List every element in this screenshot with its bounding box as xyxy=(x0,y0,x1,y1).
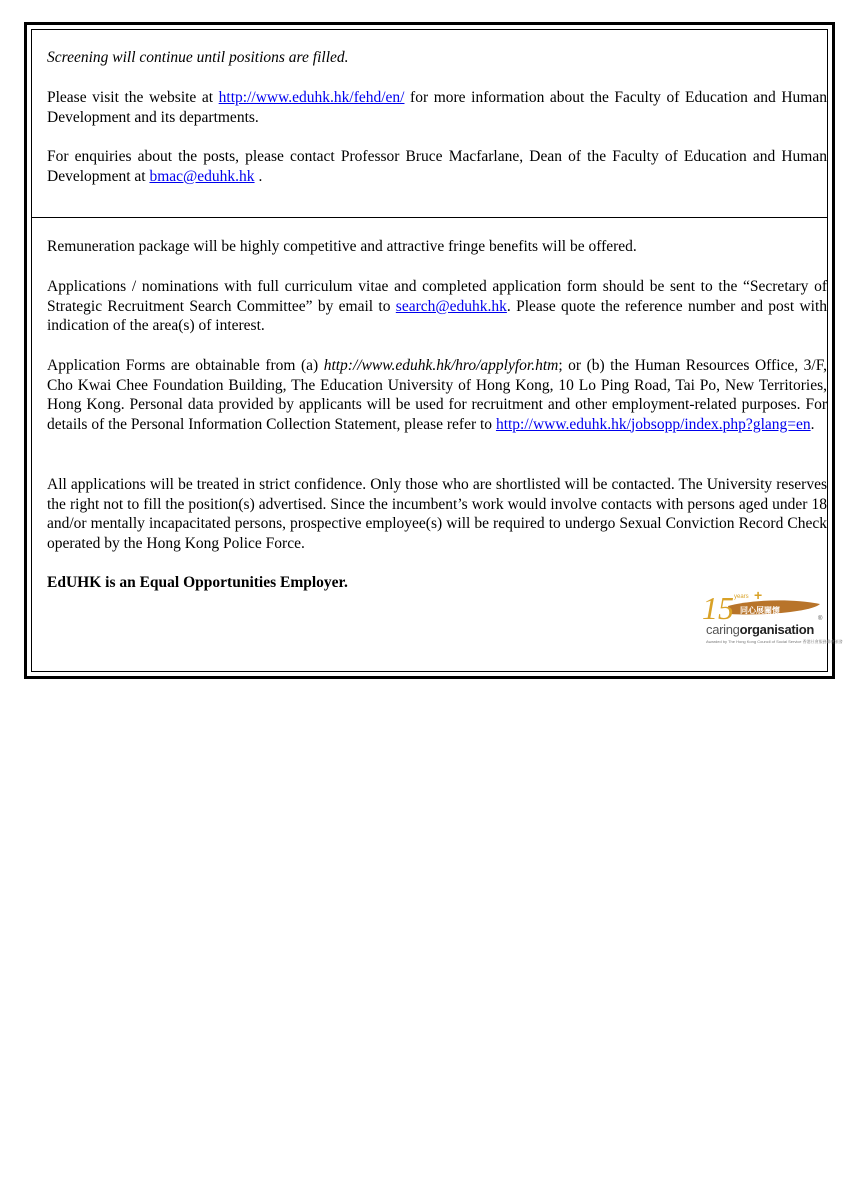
logo-chinese-text: 同心展關懷 xyxy=(740,606,780,615)
equal-opportunities-statement: EdUHK is an Equal Opportunities Employer. xyxy=(47,574,348,591)
applyfor-url: http://www.eduhk.hk/hro/applyfor.htm xyxy=(323,357,559,374)
search-email-link[interactable]: search@eduhk.hk xyxy=(395,297,507,315)
applications-text-before: Applications / nominations with full curriculum vitae and completed application form should be sent to the “Secretary of Strategic Recruitment Search Committee” by email to xyxy=(47,278,827,315)
applications-paragraph xyxy=(47,277,827,336)
logo-subtitle: Awarded by The Hong Kong Council of Social Service 香港社會服務聯會頒發 xyxy=(706,639,843,644)
enquiry-text-after: . xyxy=(254,167,263,185)
website-paragraph xyxy=(47,88,827,127)
fehd-website-link[interactable]: http://www.eduhk.hk/fehd/en/ xyxy=(218,89,405,106)
logo-number: 15 xyxy=(702,590,734,626)
enquiry-text-before: For enquiries about the posts, please contact Professor Bruce Macfarlane, Dean of the Faculty of Education and Human Development at xyxy=(47,148,827,185)
confidence-paragraph: All applications will be treated in strict confidence. Only those who are shortlisted will be contacted. The University reserves the right not to fill the position(s) advertised. Since the incumbent’s work would involve contacts with persons aged under 18 and/or mentally incapacitated persons, prospective employee(s) will be required to undergo Sexual Conviction Record Check operated by the Hong Kong Police Force. xyxy=(47,476,827,552)
application-forms-paragraph xyxy=(47,356,827,434)
logo-years: years xyxy=(734,594,749,600)
website-text-after: for more information about the Faculty of Education and Human Development and its departments. xyxy=(47,89,827,126)
forms-text-before: Application Forms are obtainable from (a) xyxy=(47,357,324,374)
section-divider xyxy=(32,217,827,218)
logo-registered-mark: ® xyxy=(818,616,823,622)
dean-email-link[interactable]: bmac@eduhk.hk xyxy=(149,167,255,185)
remuneration-paragraph: Remuneration package will be highly competitive and attractive fringe benefits will be offered. xyxy=(47,238,637,255)
logo-plus: + xyxy=(754,587,763,603)
logo-organisation: organisation xyxy=(739,622,815,637)
screening-note: Screening will continue until positions are filled. xyxy=(47,49,349,66)
jobsopp-link[interactable]: http://www.eduhk.hk/jobsopp/index.php?glang=en xyxy=(495,415,811,433)
forms-text-after: . xyxy=(810,415,815,433)
logo-caring: caring xyxy=(706,622,740,637)
applications-text-after: . Please quote the reference number and post with indication of the area(s) of interest. xyxy=(47,297,827,334)
caring-organisation-logo xyxy=(700,586,843,648)
forms-text-middle: ; or (b) the Human Resources Office, 3/F, Cho Kwai Chee Foundation Building, The Education University of Hong Kong, 10 Lo Ping Road, Tai Po, New Territories, Hong Kong. Personal data provided by applicants will be used for recruitment and other employment-related purposes. For details of the Personal Information Collection Statement, please refer to xyxy=(47,357,827,433)
enquiry-paragraph xyxy=(47,147,827,186)
logo-wordmark xyxy=(706,622,814,637)
website-text-before: Please visit the website at xyxy=(47,89,219,106)
